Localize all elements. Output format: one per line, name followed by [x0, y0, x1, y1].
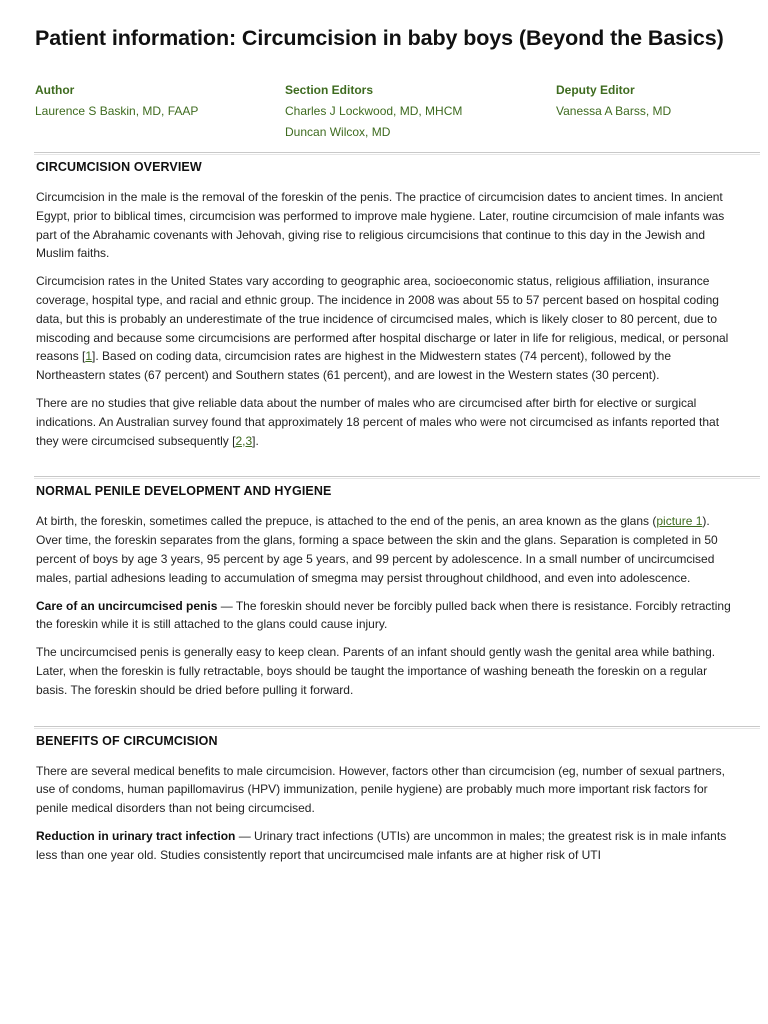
section-editors-block — [285, 80, 556, 142]
subheading: Care of an uncircumcised penis — [36, 598, 218, 613]
author-name-link[interactable]: Laurence S Baskin, MD, FAAP — [35, 104, 199, 118]
section-editor-name-link[interactable]: Charles J Lockwood, MD, MHCM — [285, 104, 463, 118]
author-role: Author — [35, 83, 75, 97]
section-editor-name-link[interactable]: Duncan Wilcox, MD — [285, 125, 391, 139]
author-block — [35, 80, 285, 142]
section-divider — [34, 152, 760, 155]
paragraph: Circumcision in the male is the removal of the foreskin of the penis. The practice of circumcision dates to ancient times. In ancient Egypt, prior to biblical times, circumcision was performed to improve male hygiene. Later, routine circumcision of male infants was part of the Abrahamic covenants with Jehovah, giving rise to religious circumcisions that continue to this day in the Jewish and Muslim faiths. — [36, 190, 725, 261]
paragraph: Reduction in urinary tract infection — Urinary tract infections (UTIs) are uncommon in males; the greatest risk is in male infants less than one year old. Studies consistently report that uncircumcised male infants are at higher risk of UTI — [36, 828, 727, 862]
section-heading: CIRCUMCISION OVERVIEW — [36, 160, 202, 174]
paragraph: At birth, the foreskin, sometimes called the prepuce, is attached to the end of the penis, an area known as the glans (picture 1). Over time, the foreskin separates from the glans, forming a space between the skin and the glans. Separation is completed in 50 percent of boys by age 3 years, 95 percent by age 5 years, and 99 percent by adolescence. In a small number of uncircumcised males, partial adhesions leading to accumulation of smegma may persist throughout childhood, and even into adolescence. — [36, 514, 718, 585]
contributors — [35, 80, 735, 142]
deputy-editor-role: Deputy Editor — [556, 83, 635, 97]
paragraph: There are several medical benefits to male circumcision. However, factors other than circumcision (eg, number of sexual partners, use of condoms, human papillomavirus (HPV) immunization, penile hygiene) are probably much more important risk factors for penile medical disorders than not being circumcised. — [36, 763, 725, 816]
paragraph: Care of an uncircumcised penis — The foreskin should never be forcibly pulled back when there is resistance. Forcibly retracting the foreskin while it is still attached to the glans could cause injury. — [36, 598, 731, 632]
section-divider — [34, 476, 760, 479]
section-benefits — [35, 726, 735, 865]
reference-link[interactable]: 2,3 — [235, 433, 253, 448]
section-heading: BENEFITS OF CIRCUMCISION — [36, 733, 218, 748]
reference-link[interactable]: 1 — [85, 349, 93, 364]
section-overview — [35, 152, 735, 450]
section-development — [35, 476, 735, 699]
section-editors-role: Section Editors — [285, 83, 374, 97]
deputy-editor-name-link[interactable]: Vanessa A Barss, MD — [556, 104, 672, 118]
paragraph: There are no studies that give reliable data about the number of males who are circumcised after birth for elective or surgical indications. An Australian survey found that approximately 18 percent of males who were not circumcised as infants reported that they were circumcised subsequently [2,3]. — [36, 395, 720, 448]
paragraph: Circumcision rates in the United States vary according to geographic area, socioeconomic status, religious affiliation, insurance coverage, hospital type, and racial and ethnic group. The incidence in 2008 was about 55 to 57 percent based on hospital coding data, but this is probably an underestimate of the true incidence of circumcised males, which is likely closer to 80 percent, due to miscoding and because some circumcisions are performed after hospital discharge or later in life for religious, medical, or personal reasons [1]. Based on coding data, circumcision rates are highest in the Midwestern states (74 percent), followed by the Northeastern states (67 percent) and Southern states (61 percent), and are lowest in the Western states (30 percent). — [36, 274, 729, 383]
picture-link[interactable]: picture 1 — [656, 514, 703, 529]
page-title: Patient information: Circumcision in baby boys (Beyond the Basics) — [35, 26, 724, 50]
paragraph: The uncircumcised penis is generally easy to keep clean. Parents of an infant should gently wash the genital area while bathing. Later, when the foreskin is fully retractable, boys should be taught the importance of washing beneath the foreskin on a regular basis. The foreskin should be dried before pulling it forward. — [36, 645, 716, 697]
deputy-editor-block — [556, 80, 671, 142]
subheading: Reduction in urinary tract infection — [36, 828, 236, 843]
section-divider — [34, 726, 760, 729]
section-heading: NORMAL PENILE DEVELOPMENT AND HYGIENE — [36, 484, 332, 499]
